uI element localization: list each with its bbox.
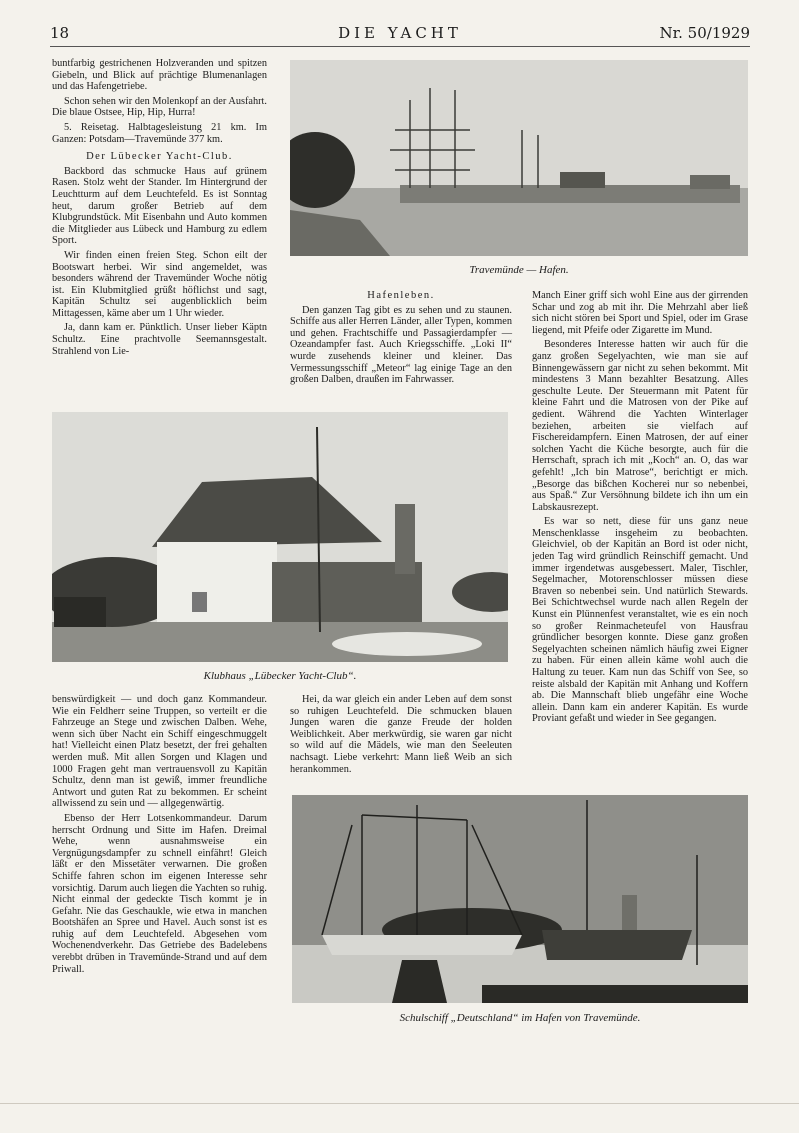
harbor-caption: Travemünde — Hafen.: [469, 264, 569, 276]
training-ship-caption: Schulschiff „Deutschland“ im Hafen von Travemünde.: [399, 1012, 641, 1024]
paragraph: Es war so nett, diese für uns ganz neue Menschenklasse insgeheim zu beobachten. Gleichviel, ob der Kapitän an Bord ist oder nicht, jeden Tag wird gründlich Reinschiff gemacht. Und immer irgendetwas ausgebessert. Maler, Tischler, Segelmacher, Motorenschlosser müssen diese Braven so nebenbei sein. Und natürlich Stewards. Bei Schichtwechsel wurde nach allen Regeln der Kunst ein Plünnenfest veranstaltet, wie es ein noch so großer Reinmacheteufel von Hausfrau gründlicher besorgen konnte. Diese ganz großen Segelyachten scheinen nämlich häufig zwei Eigner zu haben. Für einen allein käme wohl auch die Haltung zu teuer. Kam nun das Schiff von See, so reiste alsbald der Kapitän mit Anhang und Koffern ab. Die Mannschaft blieb ungefähr eine Woche allein. Dann kam ein anderer Kapitän. Es wurde Proviant gefaßt und wieder in See gegangen.: [532, 516, 748, 725]
training-ship-photo: [292, 795, 748, 1003]
column-2-top: [290, 284, 512, 389]
issue-number: Nr. 50/1929: [659, 24, 750, 42]
paragraph: Schon sehen wir den Molenkopf an der Ausfahrt. Die blaue Ostsee, Hip, Hip, Hurra!: [52, 95, 267, 119]
paragraph: buntfarbig gestrichenen Holzveranden und spitzen Giebeln, und Blick auf prächtige Blumenanlagen und das Hafengetriebe.: [52, 58, 267, 93]
paragraph: benswürdigkeit — und doch ganz Kommandeur. Wie ein Feldherr seine Truppen, so verteilt er die Fahrzeuge an Stege und zwischen Dalben. Wehe, wenn sich über Nacht ein Schiff eingeschmuggelt hat! Vielleicht einen Platz besetzt, der frei gehalten werden muß. Mit allen Sorgen und Klagen und 1000 Fragen geht man vertrauensvoll zu Kapitän Schultz, denn man ist gewiß, immer freundliche Antwort und guten Rat zu bekommen. Er scheint allwissend zu sein und — allgegenwärtig.: [52, 694, 267, 810]
clubhouse-caption: Klubhaus „Lübecker Yacht-Club“.: [203, 670, 357, 682]
paragraph: 5. Reisetag. Halbtagesleistung 21 km. Im Ganzen: Potsdam—Travemünde 377 km.: [52, 121, 267, 145]
column-1-bottom: [52, 694, 267, 978]
column-3: [532, 290, 748, 728]
header-rule: [50, 46, 750, 47]
column-1-top: [52, 58, 267, 360]
section-heading: Hafenleben.: [367, 290, 435, 301]
page-header: [50, 24, 750, 44]
magazine-title: DIE YACHT: [338, 24, 462, 42]
column-2-bottom: [290, 694, 512, 778]
paragraph: Backbord das schmucke Haus auf grünem Rasen. Stolz weht der Stander. Im Hintergrund der Leuchtturm auf dem Leuchtefeld. Es ist Sonntag heut, darum großer Betrieb auf dem Klubgrundstück. Mit Eisenbahn und Auto kommen die Mitglieder aus Lübeck und Hamburg zu edlem Sport.: [52, 165, 267, 247]
paragraph: Manch Einer griff sich wohl Eine aus der girrenden Schar und zog ab mit ihr. Die Mehrzahl aber ließ sich nicht stören bei Sport und Spiel, oder im Grase liegend, mit Pfeife oder Zigarette im Mund.: [532, 290, 748, 336]
clubhouse-photo: [52, 412, 508, 662]
paragraph: Wir finden einen freien Steg. Schon eilt der Bootswart herbei. Wir sind angemeldet, was besonders während der Travemünder Woche nötig ist. Ein Klubmitglied grüßt höflichst und sagt, Kapitän Schultz sei augenblicklich beim Mittagessen, käme aber um 1 Uhr wieder.: [52, 249, 267, 319]
paragraph: Ja, dann kam er. Pünktlich. Unser lieber Käptn Schultz. Eine prachtvolle Seemannsgestalt. Strahlend von Lie-: [52, 322, 267, 357]
page-number: 18: [50, 24, 70, 42]
paragraph: Hei, da war gleich ein ander Leben auf dem sonst so ruhigen Leuchtefeld. Die schmucken blauen Jungen waren die ganze Freude der holden Weiblichkeit. Aber merkwürdig, sie waren gar nicht so wild auf die Mädels, wie man den Seeleuten nachsagt. Liebe verkehrt: Mann ließ Weib an sich herankommen.: [290, 694, 512, 775]
harbor-photo: [290, 60, 748, 256]
paragraph: Den ganzen Tag gibt es zu sehen und zu staunen. Schiffe aus aller Herren Länder, aller Typen, kommen und gehen. Frachtschiffe und Passagierdampfer — Ozeandampfer fast. Auch Kriegsschiffe. „Loki II“ wurde zusehends kleiner und kleiner. Das Vermessungsschiff „Meteor“ lag einige Tage an den großen Dalben, draußen im Fahrwasser.: [290, 304, 512, 386]
section-heading: Der Lübecker Yacht-Club.: [86, 151, 233, 163]
page-bottom-rule: [0, 1103, 799, 1104]
paragraph: Besonderes Interesse hatten wir auch für die ganz großen Segelyachten, wie man sie auf Binnengewässern gar nicht zu sehen bekommt. Mit mindestens 3 Mann bezahlter Besatzung. Alles geschulte Leute. Der Steuermann mit Patent für kleine Fahrt und die Matrosen von der Pike auf gedient. Während die Yachten Winterlager beziehen, arbeiten sie vielfach auf Fischereidampfern. Einen Matrosen, der auf einer solchen Yacht die Küche besorgte, auch für die Herrschaft, sprach ich mit „Koch“ an. O, das war gefehlt! „Ich bin Matrose“, berichtigt er mich. „Besorge das bißchen Kocherei nur so nebenbei, aus Spaß.“ Zur Versöhnung bildete ich ihn um ein Labskausrezept.: [532, 339, 748, 513]
paragraph: Ebenso der Herr Lotsenkommandeur. Darum herrscht Ordnung und Sitte im Hafen. Dreimal Wehe, wenn ausnahmsweise ein Vergnügungsdampfer zu schnell einfährt! Gleich läßt er den Missetäter verwarnen. Die großen Schiffe fahren schon im eigenen Interesse sehr vorsichtig. Darum auch liegen die Yachten so ruhig. Nicht einmal der gedeckte Tisch kommt je in Gefahr. Nie das Geschaukle, wie etwa in manchen Bootshäfen an Spree und Havel. Auch sonst ist es ruhig auf dem Leuchtefeld. Abgesehen vom Wochenendverkehr. Das Getriebe des Badelebens verebbt drüben in Travemünde-Strand und auf dem Priwall.: [52, 812, 267, 975]
